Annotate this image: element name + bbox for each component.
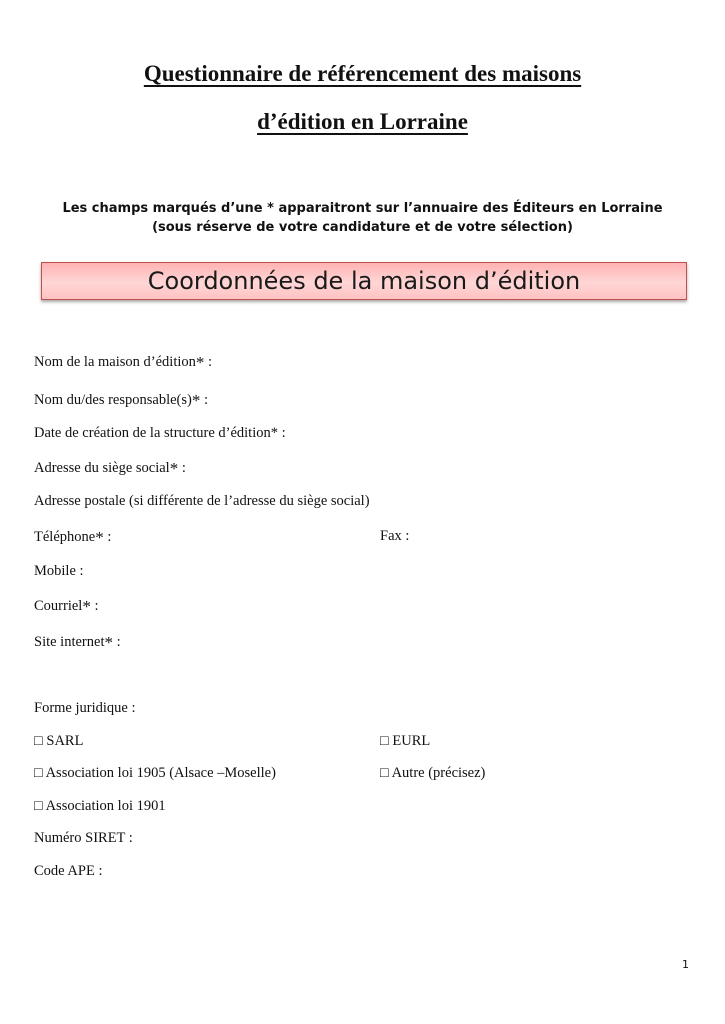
field-nom-maison — [34, 354, 212, 371]
field-adresse-siege — [34, 460, 186, 477]
field-fax: Fax : — [380, 528, 410, 544]
notice-line-1: Les champs marqués d’une * apparaitront sur l’annuaire des Éditeurs en Lorraine — [62, 201, 663, 216]
checkbox-sarl[interactable]: □ SARL — [34, 733, 84, 749]
field-label: Nom de la maison d’édition — [34, 354, 196, 370]
field-colon: : — [178, 460, 186, 476]
field-label: Téléphone — [34, 529, 96, 545]
field-colon: : — [200, 392, 209, 408]
checkbox-association-1901[interactable]: □ Association loi 1901 — [34, 798, 166, 814]
field-colon: : — [112, 634, 121, 650]
section-title: Coordonnées de la maison d’édition — [147, 267, 581, 295]
field-nom-responsable — [34, 392, 208, 409]
section-banner — [41, 262, 687, 300]
field-colon: : — [204, 354, 213, 370]
field-label: Adresse du siège social — [34, 460, 170, 476]
required-star: * — [169, 459, 179, 478]
field-courriel — [34, 598, 98, 615]
field-telephone — [34, 529, 111, 546]
field-label: Site internet — [34, 634, 105, 650]
field-siret: Numéro SIRET : — [34, 830, 133, 846]
field-label: Courriel — [34, 598, 83, 614]
field-label: Nom du/des responsable(s) — [34, 392, 192, 408]
checkbox-association-1905[interactable]: □ Association loi 1905 (Alsace –Moselle) — [34, 765, 276, 781]
page-number: 1 — [682, 958, 689, 971]
required-star: * — [191, 391, 201, 410]
required-star: * — [195, 353, 205, 372]
checkbox-autre[interactable]: □ Autre (précisez) — [380, 765, 486, 781]
field-colon: : — [103, 529, 112, 545]
field-adresse-postale: Adresse postale (si différente de l’adresse du siège social) — [34, 493, 370, 509]
document-title-line-1: Questionnaire de référencement des maisons — [143, 61, 582, 86]
field-code-ape: Code APE : — [34, 863, 103, 879]
required-fields-notice — [0, 199, 725, 237]
required-star: * — [104, 633, 113, 652]
field-date-creation: Date de création de la structure d’édition* : — [34, 425, 286, 441]
field-site-internet — [34, 634, 121, 651]
document-title-line-2: d’édition en Lorraine — [257, 109, 468, 134]
required-star: * — [82, 597, 91, 616]
checkbox-eurl[interactable]: □ EURL — [380, 733, 431, 749]
field-forme-juridique: Forme juridique : — [34, 700, 136, 716]
field-colon: : — [90, 598, 99, 614]
required-star: * — [95, 528, 104, 547]
field-mobile: Mobile : — [34, 563, 84, 579]
notice-line-2: (sous réserve de votre candidature et de votre sélection) — [152, 220, 573, 235]
